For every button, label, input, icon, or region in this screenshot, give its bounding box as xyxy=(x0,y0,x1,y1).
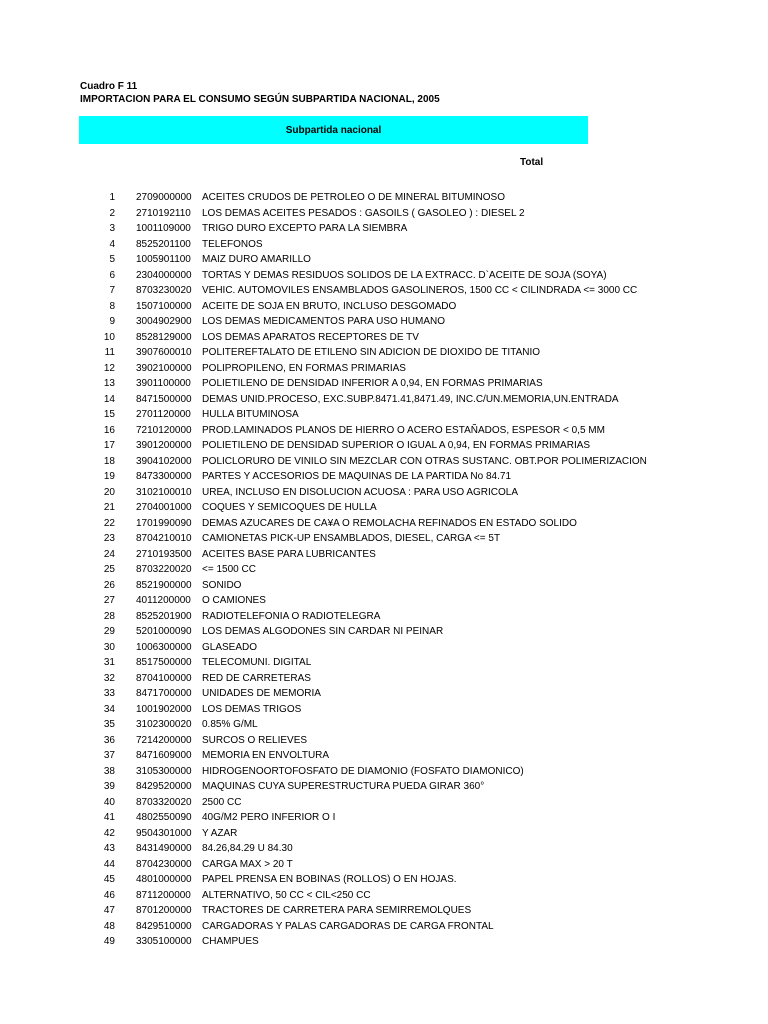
subpartida-description: HIDROGENOORTOFOSFATO DE DIAMONIO (FOSFATO DIAMONICO) xyxy=(202,765,524,777)
table-row xyxy=(0,671,590,687)
subpartida-description: LOS DEMAS APARATOS RECEPTORES DE TV xyxy=(202,331,419,343)
row-number: 47 xyxy=(103,905,115,916)
table-row xyxy=(0,795,590,811)
row-number: 4 xyxy=(109,238,115,250)
row-number: 34 xyxy=(103,703,115,715)
row-number: 17 xyxy=(103,440,115,451)
subpartida-description: PROD.LAMINADOS PLANOS DE HIERRO O ACERO ESTAÑADOS, ESPESOR < 0,5 MM xyxy=(202,424,605,436)
subpartida-code: 8704210010 xyxy=(136,533,192,544)
table-row xyxy=(0,872,590,888)
subpartida-code: 2704001000 xyxy=(136,502,192,513)
table-row xyxy=(0,516,590,532)
subpartida-description: O CAMIONES xyxy=(202,595,266,606)
row-number: 44 xyxy=(103,858,115,870)
row-number: 14 xyxy=(103,393,115,405)
subpartida-code: 8525201900 xyxy=(136,610,192,622)
subpartida-description: CAMIONETAS PICK-UP ENSAMBLADOS, DIESEL, CARGA <= 5T xyxy=(202,533,501,544)
table-row xyxy=(0,857,590,873)
subpartida-code: 9504301000 xyxy=(136,827,192,839)
row-number: 29 xyxy=(103,626,115,637)
table-row xyxy=(0,392,619,408)
table-row xyxy=(0,438,590,454)
table-row xyxy=(0,919,590,935)
table-row xyxy=(0,330,590,346)
table-row xyxy=(0,888,590,904)
subpartida-code: 3004902900 xyxy=(136,316,192,327)
subpartida-description: UREA, INCLUSO EN DISOLUCION ACUOSA : PARA USO AGRICOLA xyxy=(202,486,519,498)
subpartida-description: PAPEL PRENSA EN BOBINAS (ROLLOS) O EN HOJAS. xyxy=(202,874,457,885)
subpartida-description: ACEITE DE SOJA EN BRUTO, INCLUSO DESGOMADO xyxy=(202,300,457,312)
subpartida-code: 1507100000 xyxy=(136,300,192,312)
row-number: 16 xyxy=(103,424,115,436)
subpartida-code: 7210120000 xyxy=(136,424,192,436)
subpartida-code: 1001902000 xyxy=(136,703,192,715)
subpartida-description: POLIPROPILENO, EN FORMAS PRIMARIAS xyxy=(202,362,406,374)
row-number: 15 xyxy=(103,409,115,420)
subpartida-code: 8704100000 xyxy=(136,672,192,684)
row-number: 25 xyxy=(103,564,115,575)
subpartida-code: 4801000000 xyxy=(136,874,192,885)
table-row xyxy=(0,454,647,470)
subpartida-code: 3105300000 xyxy=(136,765,192,777)
row-number: 2 xyxy=(109,207,115,219)
subpartida-description: TORTAS Y DEMAS RESIDUOS SOLIDOS DE LA EXTRACC. D`ACEITE DE SOJA (SOYA) xyxy=(202,269,607,281)
table-row xyxy=(0,423,605,439)
subpartida-description: COQUES Y SEMICOQUES DE HULLA xyxy=(202,502,377,513)
table-row xyxy=(0,221,590,237)
table-row xyxy=(0,934,590,950)
subpartida-description: POLITEREFTALATO DE ETILENO SIN ADICION DE DIOXIDO DE TITANIO xyxy=(202,347,541,358)
subpartida-code: 5201000090 xyxy=(136,626,192,637)
subpartida-code: 8711200000 xyxy=(136,889,191,901)
subpartida-code: 8471700000 xyxy=(136,688,192,699)
table-row xyxy=(0,764,590,780)
row-number: 28 xyxy=(103,610,115,622)
table-row xyxy=(0,826,590,842)
row-number: 32 xyxy=(103,672,115,684)
row-number: 13 xyxy=(103,378,115,389)
subpartida-description: CHAMPUES xyxy=(202,936,259,947)
subpartida-code: 3902100000 xyxy=(136,362,192,374)
subpartida-description: CARGADORAS Y PALAS CARGADORAS DE CARGA FRONTAL xyxy=(202,920,494,932)
table-row xyxy=(0,469,590,485)
subpartida-code: 8517500000 xyxy=(136,657,192,668)
table-row xyxy=(0,609,590,625)
subpartida-code: 2701120000 xyxy=(136,409,191,420)
table-row xyxy=(0,655,590,671)
subpartida-description: UNIDADES DE MEMORIA xyxy=(202,688,321,699)
row-number: 10 xyxy=(103,331,115,343)
subpartida-code: 4802550090 xyxy=(136,812,192,823)
table-row xyxy=(0,361,590,377)
subpartida-description: POLIETILENO DE DENSIDAD INFERIOR A 0,94, EN FORMAS PRIMARIAS xyxy=(202,378,543,389)
subpartida-description: POLIETILENO DE DENSIDAD SUPERIOR O IGUAL A 0,94, EN FORMAS PRIMARIAS xyxy=(202,440,591,451)
row-number: 5 xyxy=(109,254,115,265)
subpartida-description: SONIDO xyxy=(202,579,242,591)
row-number: 46 xyxy=(103,889,115,901)
total-column-header: Total xyxy=(520,157,544,168)
row-number: 36 xyxy=(103,734,115,746)
row-number: 39 xyxy=(103,781,115,792)
table-row xyxy=(0,314,590,330)
row-number: 30 xyxy=(103,641,115,653)
subpartida-code: 8703220020 xyxy=(136,564,192,575)
table-row xyxy=(0,748,590,764)
subpartida-code: 7214200000 xyxy=(136,734,192,746)
subpartida-description: MAIZ DURO AMARILLO xyxy=(202,254,311,265)
row-number: 19 xyxy=(103,471,115,482)
table-row xyxy=(0,237,590,253)
table-row xyxy=(0,547,590,563)
table-row xyxy=(0,593,590,609)
subpartida-code: 8521900000 xyxy=(136,579,192,591)
table-row xyxy=(0,779,590,795)
table-row xyxy=(0,283,638,299)
row-number: 40 xyxy=(103,796,115,808)
subpartida-description: VEHIC. AUTOMOVILES ENSAMBLADOS GASOLINEROS, 1500 CC < CILINDRADA <= 3000 CC xyxy=(202,285,638,296)
row-number: 27 xyxy=(103,595,115,606)
row-number: 8 xyxy=(109,300,115,312)
subpartida-description: TRACTORES DE CARRETERA PARA SEMIRREMOLQUES xyxy=(202,905,472,916)
row-number: 12 xyxy=(103,362,115,374)
row-number: 26 xyxy=(103,579,115,591)
subpartida-code: 8703230020 xyxy=(136,285,192,296)
subpartida-code: 8471500000 xyxy=(136,393,192,405)
table-row xyxy=(0,268,607,284)
table-row xyxy=(0,733,590,749)
table-row xyxy=(0,190,590,206)
row-number: 35 xyxy=(103,719,115,730)
subpartida-code: 3907600010 xyxy=(136,347,192,358)
table-row xyxy=(0,407,590,423)
subpartida-description: PARTES Y ACCESORIOS DE MAQUINAS DE LA PARTIDA No 84.71 xyxy=(202,471,512,482)
table-row xyxy=(0,702,590,718)
row-number: 33 xyxy=(103,688,115,699)
subpartida-code: 1005901100 xyxy=(136,254,191,265)
subpartida-code: 8431490000 xyxy=(136,843,192,854)
row-number: 20 xyxy=(103,486,115,498)
subpartida-description: SURCOS O RELIEVES xyxy=(202,734,308,746)
subpartida-description: LOS DEMAS ALGODONES SIN CARDAR NI PEINAR xyxy=(202,626,444,637)
table-row xyxy=(0,810,590,826)
table-row xyxy=(0,252,590,268)
subpartida-description: TELEFONOS xyxy=(202,238,263,250)
row-number: 3 xyxy=(109,223,115,234)
subpartida-description: CARGA MAX > 20 T xyxy=(202,858,293,870)
subpartida-code: 8703320020 xyxy=(136,796,192,808)
table-row xyxy=(0,531,590,547)
row-number: 1 xyxy=(109,192,115,203)
row-number: 18 xyxy=(103,455,115,467)
subpartida-code: 3102100010 xyxy=(136,486,192,498)
subpartida-description: DEMAS AZUCARES DE CA¥A O REMOLACHA REFINADOS EN ESTADO SOLIDO xyxy=(202,517,577,529)
table-row xyxy=(0,299,590,315)
subpartida-code: 2709000000 xyxy=(136,192,192,203)
subpartida-description: ACEITES CRUDOS DE PETROLEO O DE MINERAL BITUMINOSO xyxy=(202,192,506,203)
subpartida-code: 8525201100 xyxy=(136,238,191,250)
row-number: 41 xyxy=(103,812,115,823)
subpartida-description: Y AZAR xyxy=(202,827,238,839)
subpartida-description: 40G/M2 PERO INFERIOR O I xyxy=(202,812,336,823)
subpartida-description: MAQUINAS CUYA SUPERESTRUCTURA PUEDA GIRAR 360° xyxy=(202,781,485,792)
row-number: 42 xyxy=(103,827,115,839)
subpartida-code: 8429510000 xyxy=(136,920,192,932)
table-row xyxy=(0,500,590,516)
subpartida-description: RADIOTELEFONIA O RADIOTELEGRA xyxy=(202,610,381,622)
subpartida-code: 1006300000 xyxy=(136,641,192,653)
subpartida-code: 3102300020 xyxy=(136,719,192,730)
subpartida-code: 1001109000 xyxy=(136,223,191,234)
subpartida-description: POLICLORURO DE VINILO SIN MEZCLAR CON OTRAS SUSTANC. OBT.POR POLIMERIZACION xyxy=(202,455,647,467)
subpartida-code: 8471609000 xyxy=(136,750,192,761)
row-number: 7 xyxy=(109,285,115,296)
row-number: 21 xyxy=(103,502,115,513)
table-row xyxy=(0,345,590,361)
subpartida-code: 8701200000 xyxy=(136,905,192,916)
subpartida-description: GLASEADO xyxy=(202,641,258,653)
table-row xyxy=(0,686,590,702)
table-body xyxy=(0,190,647,950)
subpartida-description: LOS DEMAS MEDICAMENTOS PARA USO HUMANO xyxy=(202,316,446,327)
table-row xyxy=(0,624,590,640)
subpartida-description: ALTERNATIVO, 50 CC < CIL<250 CC xyxy=(202,889,371,901)
row-number: 31 xyxy=(103,657,115,668)
row-number: 37 xyxy=(103,750,115,761)
subpartida-code: 3901100000 xyxy=(136,378,191,389)
row-number: 9 xyxy=(109,316,115,327)
subpartida-code: 3305100000 xyxy=(136,936,192,947)
table-row xyxy=(0,376,590,392)
subpartida-code: 8704230000 xyxy=(136,858,192,870)
subpartida-code: 1701990090 xyxy=(136,517,192,529)
table-title: IMPORTACION PARA EL CONSUMO SEGÚN SUBPARTIDA NACIONAL, 2005 xyxy=(80,94,440,105)
subpartida-description: MEMORIA EN ENVOLTURA xyxy=(202,750,330,761)
subpartida-code: 8473300000 xyxy=(136,471,192,482)
table-row xyxy=(0,562,590,578)
subpartida-description: LOS DEMAS TRIGOS xyxy=(202,703,302,715)
subpartida-code: 2304000000 xyxy=(136,269,192,281)
subpartida-description: LOS DEMAS ACEITES PESADOS : GASOILS ( GASOLEO ) : DIESEL 2 xyxy=(202,207,525,219)
row-number: 49 xyxy=(103,936,115,947)
subpartida-description: 2500 CC xyxy=(202,796,242,808)
row-number: 23 xyxy=(103,533,115,544)
table-row xyxy=(0,841,590,857)
row-number: 45 xyxy=(103,874,115,885)
subpartida-description: 0.85% G/ML xyxy=(202,719,258,730)
column-header-subpartida: Subpartida nacional xyxy=(285,124,382,136)
subpartida-description: DEMAS UNID.PROCESO, EXC.SUBP.8471.41,8471.49, INC.C/UN.MEMORIA,UN.ENTRADA xyxy=(202,393,619,405)
subpartida-description: HULLA BITUMINOSA xyxy=(202,409,299,420)
subpartida-description: RED DE CARRETERAS xyxy=(202,672,311,684)
table-label: Cuadro F 11 xyxy=(80,81,138,92)
row-number: 11 xyxy=(104,347,115,358)
subpartida-code: 3901200000 xyxy=(136,440,192,451)
table-row xyxy=(0,903,590,919)
row-number: 24 xyxy=(103,548,115,560)
subpartida-description: 84.26,84.29 U 84.30 xyxy=(202,843,293,854)
row-number: 43 xyxy=(103,843,115,854)
subpartida-description: TELECOMUNI. DIGITAL xyxy=(202,657,312,668)
subpartida-description: ACEITES BASE PARA LUBRICANTES xyxy=(202,548,376,560)
table-row xyxy=(0,485,590,501)
row-number: 22 xyxy=(103,517,115,529)
table-row xyxy=(0,206,590,222)
table-row xyxy=(0,640,590,656)
subpartida-code: 8528129000 xyxy=(136,331,192,343)
subpartida-code: 4011200000 xyxy=(136,595,191,606)
subpartida-code: 2710192110 xyxy=(136,207,191,219)
subpartida-code: 8429520000 xyxy=(136,781,192,792)
row-number: 48 xyxy=(103,920,115,932)
column-header-band xyxy=(79,116,588,144)
subpartida-description: TRIGO DURO EXCEPTO PARA LA SIEMBRA xyxy=(202,223,408,234)
table-row xyxy=(0,578,590,594)
subpartida-code: 3904102000 xyxy=(136,455,192,467)
row-number: 38 xyxy=(103,765,115,777)
subpartida-code: 2710193500 xyxy=(136,548,192,560)
table-row xyxy=(0,717,590,733)
row-number: 6 xyxy=(109,269,115,281)
subpartida-description: <= 1500 CC xyxy=(202,564,256,575)
